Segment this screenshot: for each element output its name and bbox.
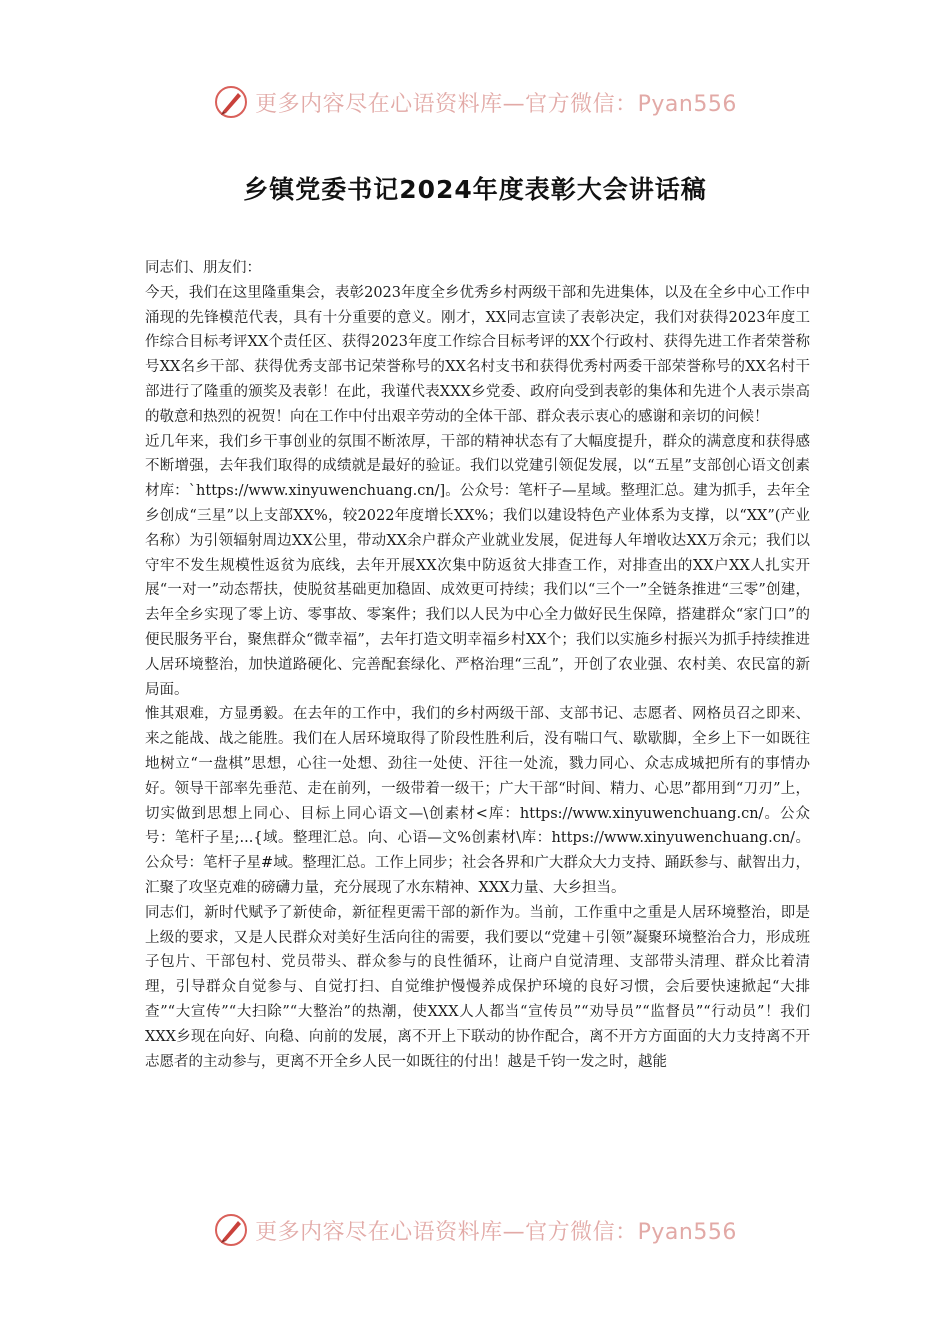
quill-pen-circle-icon [213,84,249,120]
greeting: 同志们、朋友们： [145,260,261,276]
paragraph-1: 今天，我们在这里隆重集会，表彰2023年度全乡优秀乡村两级干部和先进集体，以及在全乡中心工作中涌现的先锋模范代表，具有十分重要的意义。刚才，XX同志宣读了表彰决定，我们对获得2023年度工作综合目标考评XX个责任区、获得2023年度工作综合目标考评的XX个行政村、获得先进工作者荣誉称号XX名乡干部、获得优秀支部书记荣誉称号的XX名村支书和获得优秀村两委干部荣誉称号的XX名村干部进行了隆重的颁奖及表彰！在此，我谨代表XXX乡党委、政府向受到表彰的集体和先进个人表示崇高的敬意和热烈的祝贺！向在工作中付出艰辛劳动的全体干部、群众表示衷心的感谢和亲切的问候！ [145,284,810,425]
document-body [145,256,810,1074]
watermark-banner-bottom [0,1210,950,1250]
paragraph-4: 同志们，新时代赋予了新使命，新征程更需干部的新作为。当前，工作重中之重是人居环境整治，即是上级的要求，又是人民群众对美好生活向往的需要，我们要以“党建＋引领”凝聚环境整治合力，形成班子包片、干部包村、党员带头、群众参与的良性循环，让商户自觉清理、支部带头清理、群众比着清理，引导群众自觉参与、自觉打扫、自觉维护慢慢养成保护环境的良好习惯，会后要快速掀起“大排查”“大宣传”“大扫除”“大整治”的热潮，使XXX人人都当“宣传员”“劝导员”“监督员”“行动员”！我们XXX乡现在向好、向稳、向前的发展，离不开上下联动的协作配合，离不开方方面面的大力支持离不开志愿者的主动参与，更离不开全乡人民一如既往的付出！越是千钧一发之时，越能 [145,904,810,1070]
paragraph-2: 近几年来，我们乡干事创业的氛围不断浓厚，干部的精神状态有了大幅度提升，群众的满意度和获得感不断增强，去年我们取得的成绩就是最好的验证。我们以党建引领促发展，以“五星”支部创心语文创素材库：`https://www.xinyuwenchuang.cn/]。公众号：笔杆子—星域。整理汇总。建为抓手，去年全乡创成“三星”以上支部XX%，较2022年度增长XX%；我们以建设特色产业体系为支撑，以“XX”(产业名称）为引领辐射周边XX公里，带动XX余户群众产业就业发展，促进每人年增收达XX万余元；我们以守牢不发生规模性返贫为底线，去年开展XX次集中防返贫大排查工作，对排查出的XX户XX人扎实开展“一对一”动态帮扶，使脱贫基础更加稳固、成效更可持续；我们以“三个一”全链条推进“三零”创建，去年全乡实现了零上访、零事故、零案件；我们以人民为中心全力做好民生保障，搭建群众“家门口”的便民服务平台，聚焦群众“微幸福”，去年打造文明幸福乡村XX个；我们以实施乡村振兴为抓手持续推进人居环境整治，加快道路硬化、完善配套绿化、严格治理“三乱”，开创了农业强、农村美、农民富的新局面。 [145,433,810,698]
quill-pen-circle-icon [213,1212,249,1248]
watermark-text: 更多内容尽在心语资料库—官方微信：Pyan556 [255,91,737,117]
paragraph-3: 惟其艰难，方显勇毅。在去年的工作中，我们的乡村两级干部、支部书记、志愿者、网格员召之即来、来之能战、战之能胜。我们在人居环境取得了阶段性胜利后，没有喘口气、歇歇脚，全乡上下一如既往地树立“一盘棋”思想，心往一处想、劲往一处使、汗往一处流，戮力同心、众志成城把所有的事情办好。领导干部率先垂范、走在前列，一级带着一级干；广大干部“时间、精力、心思”都用到“刀刃”上，切实做到思想上同心、目标上同心语文—\创素材<库：https://www.xinyuwenchuang.cn/。公众号：笔杆子星;...{域。整理汇总。向、心语—文%创素材\库：https://www.xinyuwenchuang.cn/。公众号：笔杆子星#域。整理汇总。工作上同步；社会各界和广大群众大力支持、踊跃参与、献智出力，汇聚了攻坚克难的磅礴力量，充分展现了水东精神、XXX力量、大乡担当。 [145,706,810,896]
watermark-text: 更多内容尽在心语资料库—官方微信：Pyan556 [255,1219,737,1245]
document-title: 乡镇党委书记2024年度表彰大会讲话稿 [243,175,707,204]
watermark-banner-top [0,82,950,122]
